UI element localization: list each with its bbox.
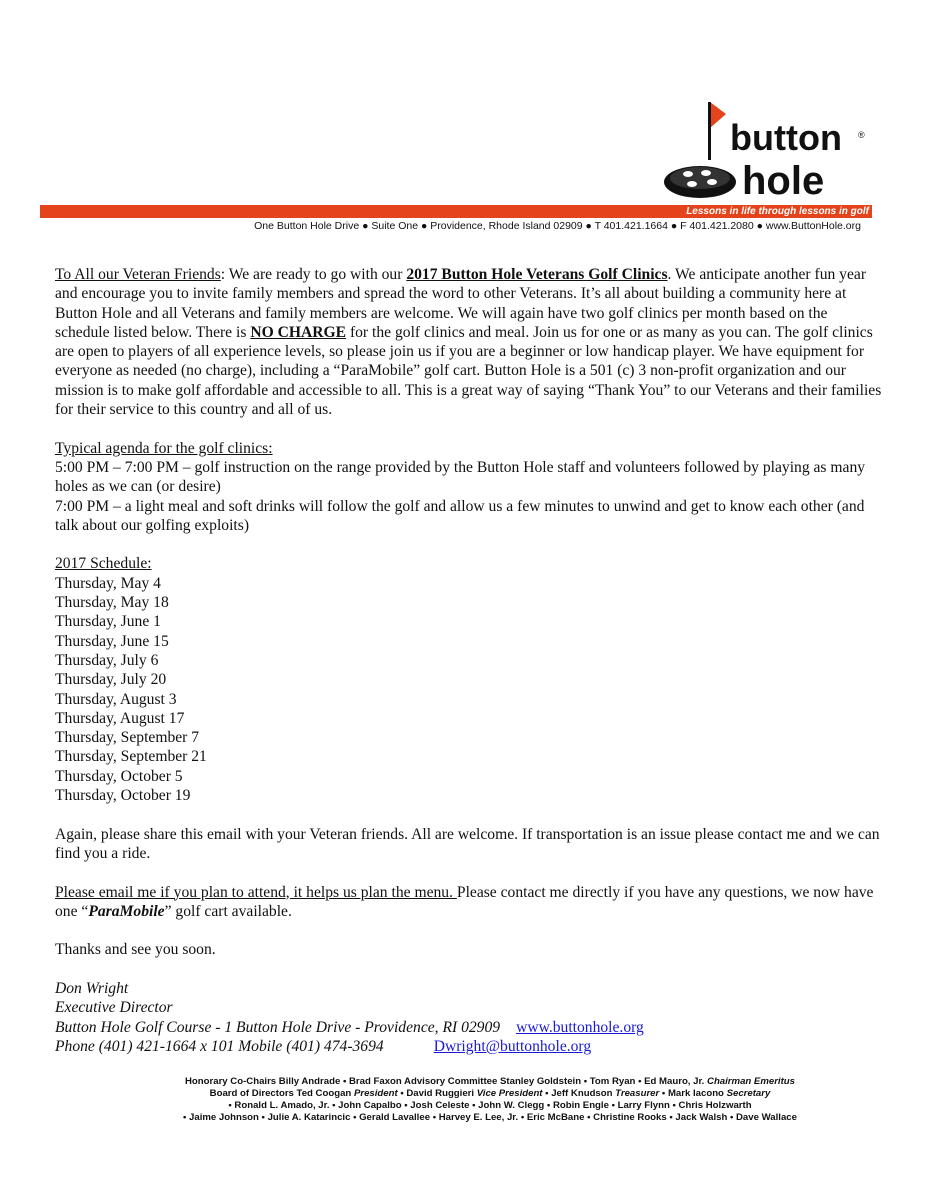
- agenda-item: 5:00 PM – 7:00 PM – golf instruction on the range provided by the Button Hole staff and volunteers followed by playing as many holes as we can (or desire): [55, 458, 866, 496]
- event-name: 2017 Button Hole Veterans Golf Clinics: [406, 266, 668, 283]
- footer-line: • Ronald L. Amado, Jr. • John Capalbo • Josh Celeste • John W. Clegg • Robin Engle • Larry Flynn • Chris Holzwarth: [228, 1100, 752, 1111]
- flag-icon: [710, 102, 726, 128]
- logo-word-button: button: [730, 117, 842, 158]
- letterhead-address: One Button Hole Drive ● Suite One ● Providence, Rhode Island 02909 ● T 401.421.1664 ● F 401.421.2080 ● www.ButtonHole.org: [254, 220, 861, 232]
- schedule-date: Thursday, October 5: [55, 767, 183, 785]
- share-paragraph: Again, please share this email with your Veteran friends. All are welcome. If transportation is an issue please contact me and we can find you a ride.: [55, 825, 880, 862]
- paramobile-name: ParaMobile: [88, 902, 165, 920]
- golf-button-icon: [664, 166, 736, 198]
- button-hole-logo: [662, 100, 872, 202]
- schedule-date: Thursday, September 21: [55, 748, 207, 766]
- schedule-date: Thursday, July 20: [55, 671, 167, 689]
- schedule-date: Thursday, September 7: [55, 729, 200, 747]
- schedule-date: Thursday, June 15: [55, 632, 169, 650]
- intro-paragraph: To All our Veteran Friends: We are ready to go with our 2017 Button Hole Veterans Golf Clinics. We anticipate another fun year and encourage you to invite family members and spread the word to other Veterans. It’s all about building a community here at Button Hole and all Veterans and family members are welcome. We will again have two golf clinics per month based on the schedule listed below. There is NO CHARGE for the golf clinics and meal. Join us for one or as many as you can. The golf clinics are open to players of all experience levels, so please join us if you are a beginner or low handicap player. We have equipment for everyone as needed (no charge), including a “ParaMobile” golf cart. Button Hole is a 501 (c) 3 non-profit organization and our mission is to make golf affordable and accessible to all. This is a great way of saying “Thank You” to our Veterans and their families for their service to this country and all of us.: [55, 266, 882, 419]
- website-link[interactable]: www.buttonhole.org: [516, 1018, 644, 1036]
- signature-org: Button Hole Golf Course - 1 Button Hole Drive - Providence, RI 02909 www.buttonhole.org: [55, 1018, 644, 1036]
- thanks-line: Thanks and see you soon.: [55, 941, 216, 959]
- schedule-date: Thursday, October 19: [55, 787, 191, 805]
- rsvp-request: Please email me if you plan to attend, it helps us plan the menu.: [55, 883, 457, 901]
- schedule-date: Thursday, June 1: [55, 613, 161, 631]
- salutation: To All our Veteran Friends: [55, 266, 221, 283]
- schedule-date: Thursday, May 4: [55, 574, 161, 592]
- footer-line: Board of Directors Ted Coogan President • David Ruggieri Vice President • Jeff Knudson Treasurer • Mark Iacono Secretary: [209, 1088, 771, 1099]
- signature-name: Don Wright: [55, 979, 129, 997]
- registered-mark: ®: [858, 130, 865, 140]
- logo-word-hole: hole: [742, 159, 825, 202]
- schedule-date: Thursday, July 6: [55, 651, 159, 669]
- signature-phone: Phone (401) 421-1664 x 101 Mobile (401) 474-3694 Dwright@buttonhole.org: [55, 1037, 592, 1055]
- email-link[interactable]: Dwright@buttonhole.org: [433, 1037, 592, 1055]
- schedule-date: Thursday, May 18: [55, 594, 169, 612]
- signature-title: Executive Director: [55, 999, 173, 1017]
- footer-line: Honorary Co-Chairs Billy Andrade • Brad Faxon Advisory Committee Stanley Goldstein • Tom Ryan • Ed Mauro, Jr. Chairman Emeritus: [184, 1076, 795, 1087]
- schedule-date: Thursday, August 17: [55, 709, 185, 727]
- tagline: Lessons in life through lessons in golf: [686, 206, 869, 217]
- schedule-date: Thursday, August 3: [55, 690, 177, 708]
- footer-line: • Jaime Johnson • Julie A. Katarincic • Gerald Lavallee • Harvey E. Lee, Jr. • Eric McBane • Christine Rooks • Jack Walsh • Dave Wallace: [183, 1112, 797, 1123]
- no-charge: NO CHARGE: [250, 323, 347, 341]
- schedule-heading: 2017 Schedule:: [55, 555, 152, 573]
- letter-body: [55, 265, 885, 1056]
- rsvp-paragraph: Please email me if you plan to attend, it helps us plan the menu. Please contact me directly if you have any questions, we now have one “ParaMobile” golf cart available.: [55, 883, 874, 920]
- agenda-item: 7:00 PM – a light meal and soft drinks will follow the golf and allow us a few minutes to unwind and get to know each other (and talk about our golfing exploits): [55, 497, 865, 534]
- agenda-heading: Typical agenda for the golf clinics:: [55, 439, 273, 457]
- board-footer: [140, 1076, 840, 1124]
